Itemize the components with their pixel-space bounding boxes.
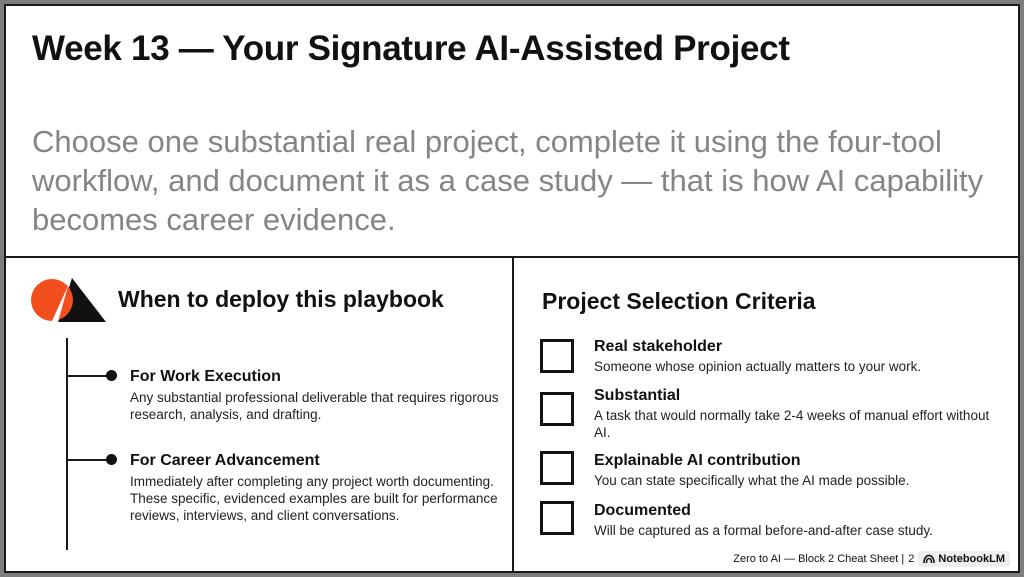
- timeline-line: [66, 338, 68, 550]
- notebooklm-label: NotebookLM: [938, 553, 1005, 565]
- criteria-item-title: Substantial: [594, 387, 681, 404]
- criteria-item-title: Documented: [594, 502, 691, 519]
- slide: [4, 4, 1020, 573]
- criteria-item-description: You can state specifically what the AI made possible.: [594, 473, 910, 488]
- playbook-item-description: Any substantial professional deliverable that requires rigorous research, analysis, and drafting.: [130, 390, 499, 422]
- criteria-checkbox[interactable]: [540, 339, 574, 373]
- page-title: Week 13 — Your Signature AI-Assisted Project: [32, 29, 790, 68]
- timeline-dot: [106, 454, 117, 465]
- timeline-branch: [67, 459, 107, 461]
- playbook-item-description: Immediately after completing any project worth documenting. These specific, evidenced examples are built for performance reviews, interviews, and client conversations.: [130, 474, 498, 523]
- page-subtitle: Choose one substantial real project, complete it using the four-tool workflow, and document it as a case study — that is how AI capability becomes career evidence.: [32, 124, 984, 237]
- criteria-checkbox[interactable]: [540, 392, 574, 426]
- playbook-item-title: For Career Advancement: [130, 452, 320, 469]
- criteria-heading: Project Selection Criteria: [542, 288, 816, 314]
- footer-text: Zero to AI — Block 2 Cheat Sheet |: [733, 553, 905, 565]
- timeline-branch: [67, 375, 107, 377]
- logo-icon: [28, 276, 106, 324]
- notebooklm-badge[interactable]: [918, 551, 1010, 567]
- playbook-heading: When to deploy this playbook: [118, 286, 444, 312]
- header-section: [6, 6, 1018, 258]
- criteria-checkbox[interactable]: [540, 501, 574, 535]
- criteria-item-description: Will be captured as a formal before-and-after case study.: [594, 523, 933, 538]
- criteria-item-title: Explainable AI contribution: [594, 452, 801, 469]
- criteria-item-description: Someone whose opinion actually matters to your work.: [594, 359, 922, 374]
- playbook-panel: [6, 258, 514, 571]
- footer: [733, 551, 1010, 567]
- criteria-panel: [514, 258, 1018, 571]
- criteria-checkbox[interactable]: [540, 451, 574, 485]
- criteria-item-title: Real stakeholder: [594, 338, 723, 355]
- page-number: 2: [908, 553, 915, 565]
- criteria-item-description: A task that would normally take 2-4 weeks of manual effort without AI.: [594, 408, 990, 440]
- timeline-dot: [106, 370, 117, 381]
- notebooklm-icon: [923, 554, 935, 564]
- playbook-item-title: For Work Execution: [130, 368, 281, 385]
